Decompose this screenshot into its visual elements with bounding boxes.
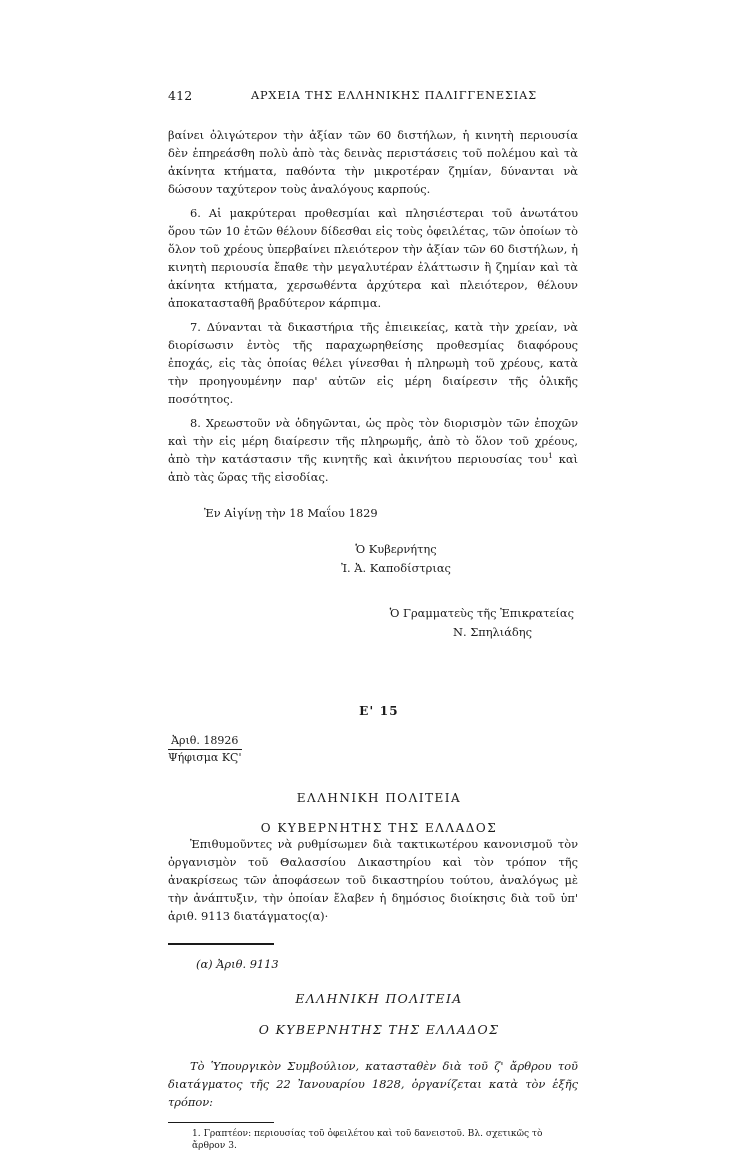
document-number-top: Ἀριθ. 18926 (168, 734, 242, 750)
running-head-title: ΑΡΧΕΙΑ ΤΗΣ ΕΛΛΗΝΙΚΗΣ ΠΑΛΙΓΓΕΝΕΣΙΑΣ (250, 89, 538, 102)
signature-name-governor: Ἰ. Ἀ. Καποδίστριας (341, 561, 451, 576)
heading-state: ΕΛΛΗΝΙΚΗ ΠΟΛΙΤΕΙΑ (296, 790, 462, 805)
annex-body: Τὸ Ὑπουργικὸν Συμβούλιον, κατασταθὲν διὰ τοῦ ζ' ἄρθρου τοῦ διατάγματος τῆς 22 Ἰανουαρίου 1828, ὀργανίζεται κατὰ τὸν ἑξῆς τρόπον: (168, 1058, 578, 1110)
page-content (168, 88, 578, 1153)
paragraph-continued: βαίνει ὀλιγώτερον τὴν ἀξίαν τῶν 60 διστήλων, ἡ κινητὴ περιουσία δὲν ἐπηρεάσθη πολὺ ἀπὸ τὰς δεινὰς περιστάσεις τοῦ πολέμου καὶ τὰ ἀκίνητα κτήματα, παθόντα τὴν μικροτέραν ζημίαν, δύνανται νὰ δώσουν ταχύτερον τοὺς ἀναλόγους καρπούς. (168, 128, 578, 197)
section-preamble: Ἐπιθυμοῦντες νὰ ρυθμίσωμεν διὰ τακτικωτέρου κανονισμοῦ τὸν ὀργανισμὸν τοῦ Θαλασσίου Δικαστηρίου καὶ τὸν τρόπον τῆς ἀνακρίσεως τῶν ἀποφάσεων τοῦ δικαστηρίου τούτου, ἀναλόγως μὲ τὴν ἀνάπτυξιν, τὴν ὁποίαν ἔλαβεν ἡ δημόσιος διοίκησις διὰ τοῦ ὑπ' ἀριθ. 9113 διατάγματος(α)· (168, 836, 578, 923)
annex-heading-state: ΕΛΛΗΝΙΚΗ ΠΟΛΙΤΕΙΑ (295, 990, 463, 1006)
annex-label: (α) Ἀριθ. 9113 (196, 956, 279, 971)
document-number-bottom: Ψήφισμα ΚϚ' (168, 750, 242, 764)
heading-governor: Ο ΚΥΒΕΡΝΗΤΗΣ ΤΗΣ ΕΛΛΑΔΟΣ (260, 820, 498, 835)
paragraph-8 (168, 414, 578, 486)
section-number: Ε' 15 (359, 703, 399, 718)
annex-heading-governor: Ο ΚΥΒΕΡΝΗΤΗΣ ΤΗΣ ΕΛΛΑΔΟΣ (258, 1021, 500, 1037)
signature-block-secretary (168, 604, 578, 642)
footnote-reference: 1 (548, 451, 553, 461)
footnote-text: 1. Γραπτέον: περιουσίας τοῦ ὀφειλέτου καὶ τοῦ δανειστοῦ. Βλ. σχετικῶς τὸ ἄρθρον 3. (192, 1128, 543, 1152)
annex-divider (168, 943, 274, 945)
folio-number: 412 (168, 88, 193, 103)
signature-title-secretary: Ὁ Γραμματεὺς τῆς Ἐπικρατείας (389, 605, 574, 620)
paragraph-7: 7. Δύνανται τὰ δικαστήρια τῆς ἐπιεικείας, κατὰ τὴν χρείαν, νὰ διορίσωσιν ἐντὸς τῆς παραχωρηθείσης προθεσμίας διαφόρους ἐποχάς, εἰς τὰς ὁποίας θέλει γίνεσθαι ἡ πληρωμὴ τοῦ χρέους, κατὰ τὴν προηγουμένην παρ' αὐτῶν εἰς μέρη διαίρεσιν τῆς ὁλικῆς ποσότητος. (168, 320, 578, 407)
paragraph-6: 6. Αἱ μακρύτεραι προθεσμίαι καὶ πλησιέστεραι τοῦ ἀνωτάτου ὅρου τῶν 10 ἐτῶν θέλουν δίδεσθαι εἰς τοὺς ὀφειλέτας, τῶν ὁποίων τὸ ὅλον τοῦ χρέους ὑπερβαίνει πλειότερον τὴν ἀξίαν τῶν 60 διστήλων, ἡ κινητὴ περιουσία ἔπαθε τὴν μεγαλυτέραν ἐλάττωσιν ἢ ζημίαν καὶ τὰ ἀκίνητα κτήματα, χερσωθέντα ἀρχύτερα καὶ πλειότερον, θέλουν ἀποκατασταθῆ βραδύτερον κάρπιμα. (168, 206, 578, 311)
signature-title-governor: Ὁ Κυβερνήτης (355, 542, 437, 557)
paragraph-8-text-tail: καὶ ἀπὸ τὰς ὥρας τῆς εἰσοδίας. (168, 452, 578, 485)
signature-name-secretary: Ν. Σπηλιάδης (452, 624, 532, 639)
running-head (168, 88, 578, 110)
dateline: Ἐν Αἰγίνῃ τὴν 18 Μαΐου 1829 (204, 506, 378, 521)
paragraph-8-text: 8. Χρεωστοῦν νὰ ὁδηγῶνται, ὡς πρὸς τὸν διορισμὸν τῶν ἐποχῶν καὶ τὴν εἰς μέρη διαίρεσιν τῆς πληρωμῆς, ἀπὸ τὸ ὅλον τοῦ χρέους, ἀπὸ τὴν κατάστασιν τῆς κινητῆς καὶ ἀκινήτου περιουσίας του (168, 416, 578, 467)
signature-block-governor (168, 540, 578, 578)
footnote-divider (168, 1122, 274, 1123)
document-number-box (168, 734, 242, 765)
